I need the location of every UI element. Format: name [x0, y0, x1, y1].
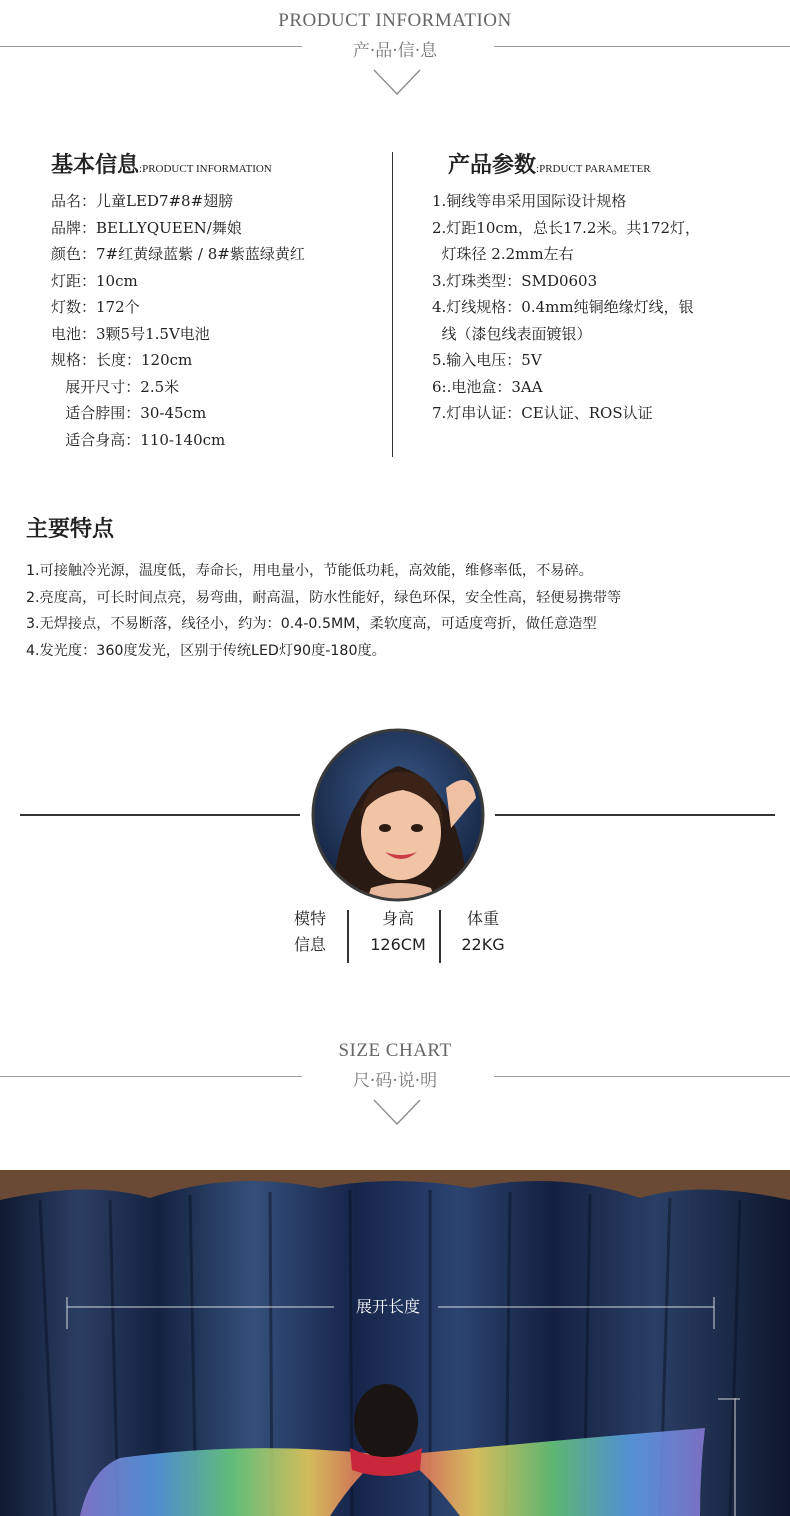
- basic-info-line: 适合身高：110-140cm: [51, 430, 226, 449]
- model-label-line: 信息: [293, 935, 326, 954]
- basic-info-title-cn: 基本信息: [51, 152, 140, 178]
- model-separator: [439, 910, 441, 963]
- section-title-cn: 产·品·信·息: [352, 41, 438, 61]
- section-title-en: PRODUCT INFORMATION: [278, 10, 512, 31]
- basic-info-list: [51, 188, 305, 453]
- params-line: 4.灯线规格：0.4mm纯铜绝缘灯线，银: [432, 298, 694, 316]
- feature-item: 2.亮度高，可长时间点亮，易弯曲，耐高温，防水性能好，绿色环保，安全性高，轻便易携带等: [26, 589, 622, 606]
- features-list: [26, 558, 621, 664]
- model-weight: [452, 906, 514, 958]
- model-info-label: [282, 906, 338, 958]
- basic-info-line: 灯距：10cm: [51, 271, 138, 290]
- basic-info-line: 展开尺寸：2.5米: [51, 377, 180, 396]
- model-separator: [347, 910, 349, 963]
- params-list: [432, 188, 700, 427]
- params-line: 线（漆包线表面镀银）: [432, 324, 592, 343]
- model-avatar: [311, 728, 485, 902]
- model-label-line: 模特: [293, 909, 326, 928]
- params-line: 3.灯珠类型：SMD0603: [432, 271, 598, 290]
- model-height-label: 身高: [381, 909, 414, 928]
- wings-photo-illustration: [0, 1170, 790, 1516]
- chevron-down-icon: [372, 68, 422, 96]
- basic-info-title-en: :PRODUCT INFORMATION: [139, 163, 272, 175]
- params-title-en: :PRDUCT PARAMETER: [536, 163, 651, 175]
- chevron-down-icon: [372, 1098, 422, 1126]
- basic-info-line: 规格：长度：120cm: [51, 351, 193, 369]
- column-divider: [392, 152, 393, 457]
- size-chart-title-cn: 尺·码·说·明: [352, 1071, 438, 1091]
- model-weight-value: 22KG: [461, 935, 505, 954]
- params-title-cn: 产品参数: [448, 152, 537, 178]
- feature-item: 1.可接触冷光源，温度低，寿命长，用电量小，节能低功耗，高效能，维修率低，不易碎。: [26, 563, 593, 579]
- model-divider-left: [20, 814, 300, 816]
- basic-info-line: 电池：3颗5号1.5V电池: [51, 324, 210, 343]
- feature-item: 4.发光度：360度发光，区别于传统LED灯90度-180度。: [26, 642, 386, 659]
- params-line: 2.灯距10cm，总长17.2米。共172灯，: [432, 218, 701, 237]
- basic-info-line: 品名：儿童LED7#8#翅膀: [51, 192, 234, 210]
- params-title: [448, 148, 651, 179]
- basic-info-line: 灯数：172个: [51, 298, 140, 316]
- params-line: 7.灯串认证：CE认证、ROS认证: [432, 404, 653, 422]
- span-length-label: 展开长度: [355, 1297, 420, 1316]
- size-chart-photo: [0, 1170, 790, 1516]
- size-chart-title-en: SIZE CHART: [338, 1040, 452, 1061]
- params-line: 1.铜线等串采用国际设计规格: [432, 192, 627, 210]
- basic-info-line: 颜色：7#红黄绿蓝紫 / 8#紫蓝绿黄红: [51, 245, 305, 263]
- features-title: 主要特点: [26, 517, 115, 542]
- params-line: 6:.电池盒：3AA: [432, 377, 543, 396]
- basic-info-title: [51, 148, 272, 179]
- model-weight-label: 体重: [466, 909, 499, 928]
- basic-info-line: 适合脖围：30-45cm: [51, 404, 207, 422]
- params-line: 5.输入电压：5V: [432, 351, 542, 369]
- feature-item: 3.无焊接点，不易断落，线径小，约为：0.4-0.5MM，柔软度高，可适度弯折，做任意造型: [26, 616, 597, 632]
- basic-info-line: 品牌：BELLYQUEEN/舞娘: [51, 218, 242, 237]
- model-divider-right: [495, 814, 775, 816]
- params-line: 灯珠径 2.2mm左右: [432, 245, 574, 263]
- model-height-value: 126CM: [370, 935, 426, 954]
- model-height: [362, 906, 434, 958]
